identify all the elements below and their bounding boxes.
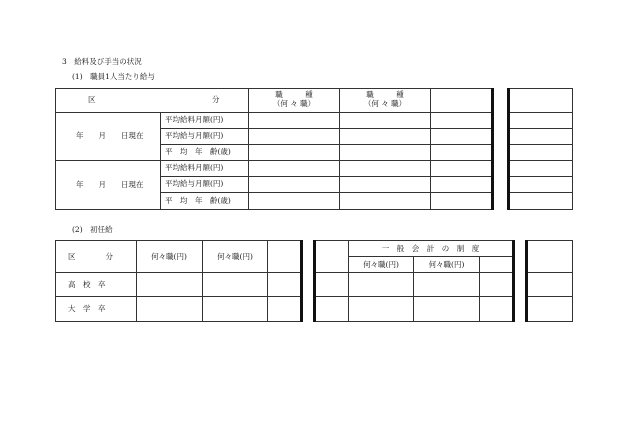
group1-row-avg-salary: 平均給料月額(円) — [165, 115, 224, 124]
header-job-type-2: 職 種 — [366, 90, 404, 99]
row-high-school: 高 校 卒 — [68, 280, 106, 289]
row-university: 大 学 卒 — [68, 304, 106, 313]
section1-title: (1) 職員1人当たり給与 — [72, 72, 155, 81]
group2-row-avg-age: 平 均 年 齢(歳) — [165, 196, 231, 205]
group1-row-avg-age: 平 均 年 齢(歳) — [165, 147, 231, 156]
header-general-account-system: 一 般 会 計 の 制 度 — [381, 244, 480, 253]
group2-row-avg-salary: 平均給料月額(円) — [165, 163, 224, 172]
group2-date: 年 月 日現在 — [76, 180, 144, 189]
section-heading: 3 給料及び手当の状況 — [62, 57, 142, 66]
section2-title: (2) 初任給 — [72, 225, 113, 234]
group2-row-avg-pay: 平均給与月額(円) — [165, 179, 224, 188]
header-job-type-1: 職 種 — [275, 90, 313, 99]
header-job-4: 何々職(円) — [428, 260, 465, 269]
header-job-3: 何々職(円) — [363, 260, 399, 269]
header-job-name-1: （何 々 職） — [272, 99, 316, 108]
header-job-2: 何々職(円) — [217, 252, 253, 261]
header-job-1: 何々職(円) — [151, 252, 187, 261]
header-kubun: 区 分 — [68, 252, 113, 261]
group1-row-avg-pay: 平均給与月額(円) — [165, 131, 224, 140]
header-ku: 区 — [88, 95, 96, 104]
header-bun: 分 — [212, 95, 220, 104]
header-job-name-2: （何 々 職） — [363, 99, 407, 108]
group1-date: 年 月 日現在 — [76, 131, 144, 140]
